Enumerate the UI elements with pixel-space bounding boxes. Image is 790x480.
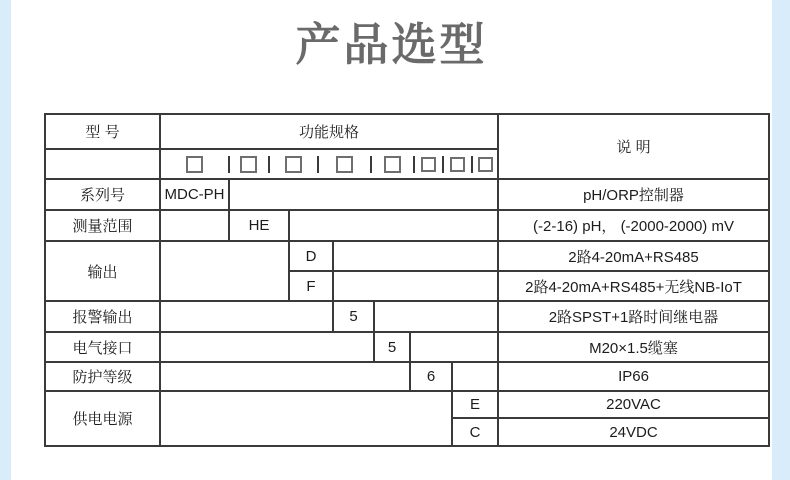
cell-protection-spacer bbox=[452, 362, 498, 391]
row-range bbox=[45, 210, 769, 241]
checkbox-cell-7 bbox=[444, 156, 473, 173]
cell-series-desc: pH/ORP控制器 bbox=[498, 179, 769, 210]
row-series bbox=[45, 179, 769, 210]
row-output-d bbox=[45, 241, 769, 271]
cell-series-code: MDC-PH bbox=[160, 179, 229, 210]
row-label-protection: 防护等级 bbox=[45, 362, 160, 391]
cell-alarm-code: 5 bbox=[333, 301, 374, 332]
row-power-e bbox=[45, 391, 769, 418]
checkbox-icon[interactable] bbox=[478, 157, 493, 172]
cell-interface-code: 5 bbox=[374, 332, 410, 362]
cell-output-code-d: D bbox=[289, 241, 333, 271]
checkbox-icon[interactable] bbox=[450, 157, 465, 172]
row-label-series: 系列号 bbox=[45, 179, 160, 210]
checkbox-cell-6 bbox=[415, 156, 445, 173]
checkbox-cell-1 bbox=[161, 156, 230, 173]
cell-alarm-desc: 2路SPST+1路时间继电器 bbox=[498, 301, 769, 332]
row-label-interface: 电气接口 bbox=[45, 332, 160, 362]
cell-output-spacer-d bbox=[333, 241, 498, 271]
cell-protection-code: 6 bbox=[410, 362, 452, 391]
cell-alarm-spacer-left bbox=[160, 301, 333, 332]
row-label-alarm: 报警输出 bbox=[45, 301, 160, 332]
header-model-empty-cell bbox=[45, 149, 160, 179]
header-desc: 说 明 bbox=[498, 114, 769, 179]
cell-power-code-e: E bbox=[452, 391, 498, 418]
checkbox-icon[interactable] bbox=[384, 156, 401, 173]
checkbox-cell-3 bbox=[270, 156, 319, 173]
checkbox-icon[interactable] bbox=[285, 156, 302, 173]
cell-output-desc-d: 2路4-20mA+RS485 bbox=[498, 241, 769, 271]
cell-alarm-spacer bbox=[374, 301, 498, 332]
cell-power-desc-c: 24VDC bbox=[498, 418, 769, 446]
row-interface bbox=[45, 332, 769, 362]
cell-range-code: HE bbox=[229, 210, 289, 241]
page-card bbox=[11, 0, 772, 480]
row-label-range: 测量范围 bbox=[45, 210, 160, 241]
row-protection bbox=[45, 362, 769, 391]
header-model: 型 号 bbox=[45, 114, 160, 149]
cell-interface-spacer-left bbox=[160, 332, 374, 362]
row-alarm bbox=[45, 301, 769, 332]
checkbox-cell-8 bbox=[473, 156, 497, 173]
cell-power-spacer-left bbox=[160, 391, 452, 446]
cell-interface-spacer bbox=[410, 332, 498, 362]
row-label-output: 输出 bbox=[45, 241, 160, 301]
checkbox-icon[interactable] bbox=[186, 156, 203, 173]
cell-range-spacer bbox=[289, 210, 498, 241]
cell-output-desc-f: 2路4-20mA+RS485+无线NB-IoT bbox=[498, 271, 769, 301]
checkbox-cells bbox=[160, 149, 498, 179]
cell-protection-desc: IP66 bbox=[498, 362, 769, 391]
cell-range-desc: (-2-16) pH， (-2000-2000) mV bbox=[498, 210, 769, 241]
cell-power-desc-e: 220VAC bbox=[498, 391, 769, 418]
checkbox-icon[interactable] bbox=[336, 156, 353, 173]
checkbox-strip bbox=[161, 156, 497, 173]
cell-interface-desc: M20×1.5缆塞 bbox=[498, 332, 769, 362]
checkbox-cell-2 bbox=[230, 156, 271, 173]
checkbox-icon[interactable] bbox=[240, 156, 257, 173]
row-label-power: 供电电源 bbox=[45, 391, 160, 446]
cell-output-spacer-left bbox=[160, 241, 289, 301]
cell-output-code-f: F bbox=[289, 271, 333, 301]
checkbox-cell-5 bbox=[372, 156, 415, 173]
cell-power-code-c: C bbox=[452, 418, 498, 446]
header-spec: 功能规格 bbox=[160, 114, 498, 149]
cell-output-spacer-f bbox=[333, 271, 498, 301]
cell-range-spacer-left bbox=[160, 210, 229, 241]
cell-series-spacer bbox=[229, 179, 498, 210]
page-title: 产品选型 bbox=[295, 19, 488, 70]
checkbox-cell-4 bbox=[319, 156, 372, 173]
cell-protection-spacer-left bbox=[160, 362, 410, 391]
header-row bbox=[45, 114, 769, 149]
product-selection-table bbox=[44, 113, 770, 447]
checkbox-icon[interactable] bbox=[421, 157, 436, 172]
